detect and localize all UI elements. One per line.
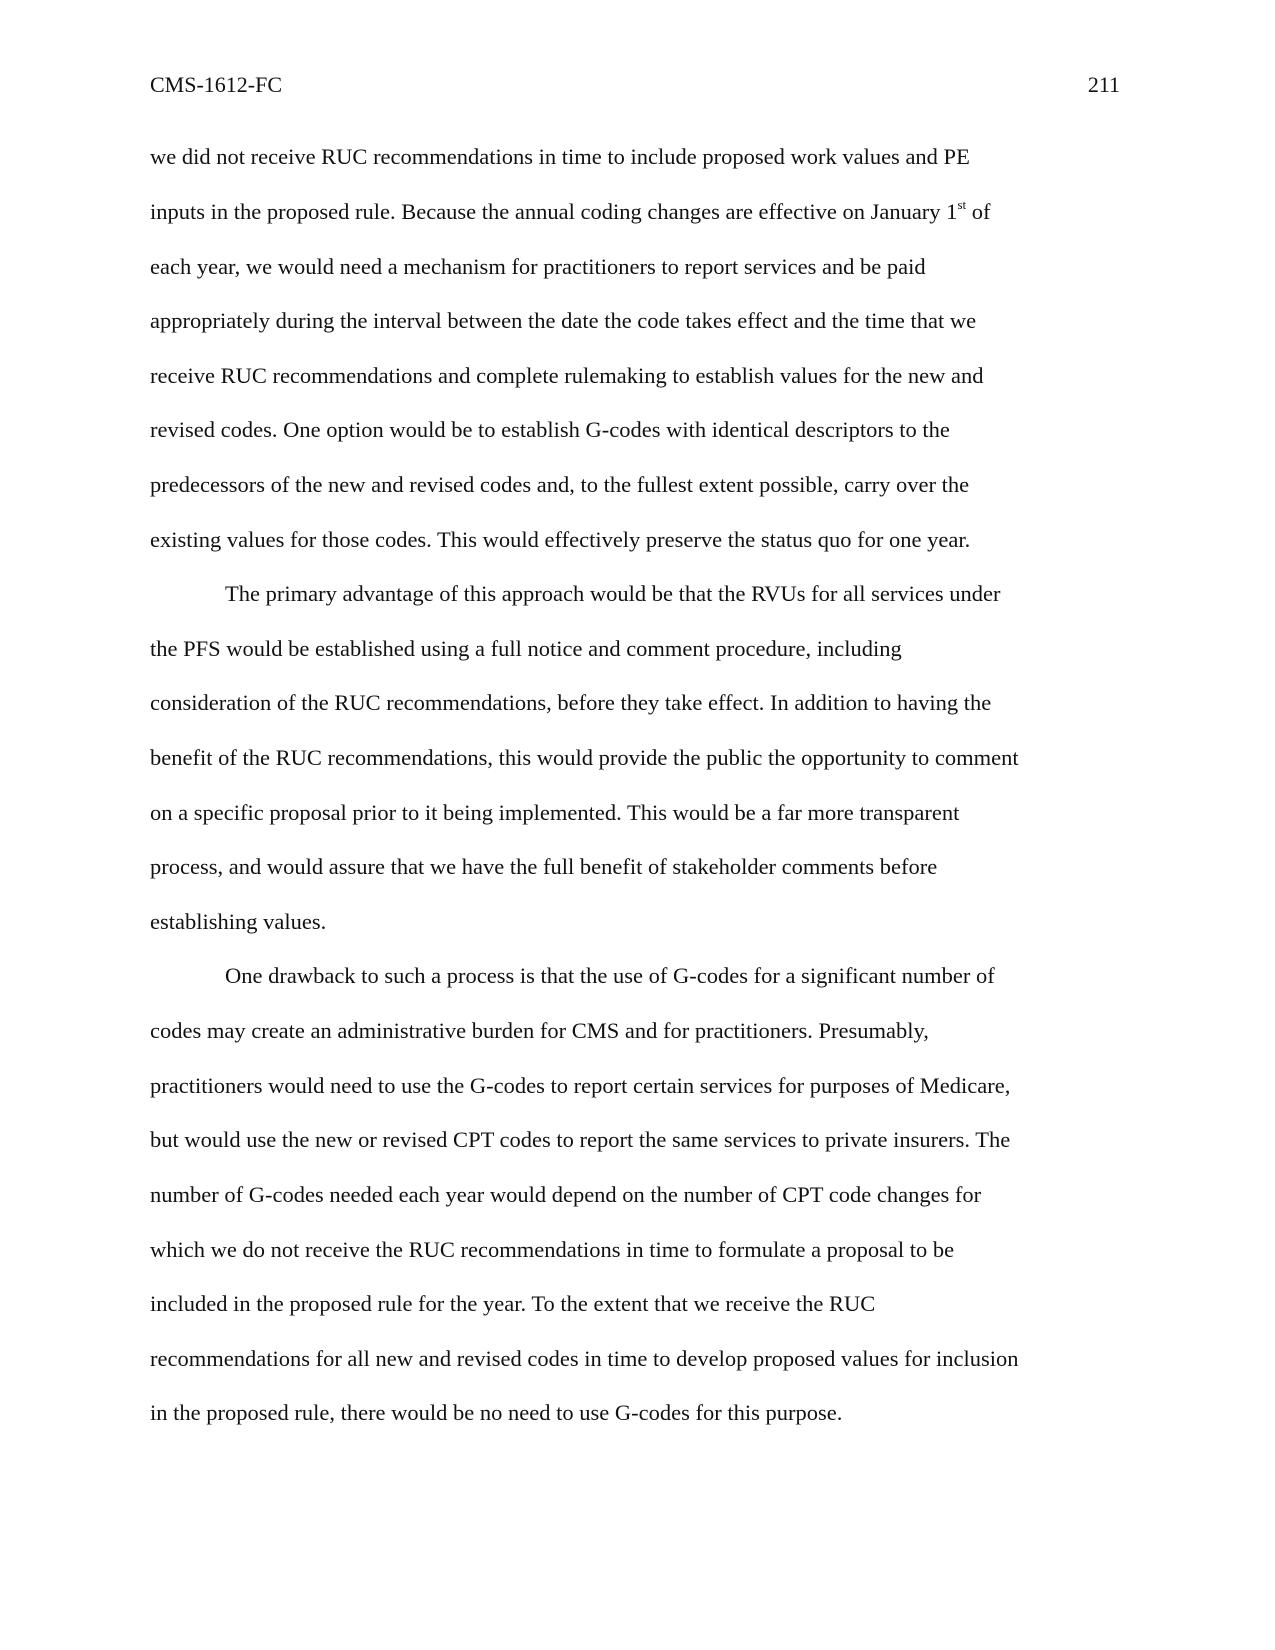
text-line: establishing values.	[150, 909, 327, 934]
text-line: codes may create an administrative burden for CMS and for practitioners. Presumably,	[150, 1018, 929, 1043]
text-line: number of G-codes needed each year would depend on the number of CPT code changes for	[150, 1182, 982, 1207]
superscript: st	[957, 197, 967, 212]
text-line: predecessors of the new and revised codes and, to the fullest extent possible, carry over the	[150, 472, 970, 497]
text-line: recommendations for all new and revised codes in time to develop proposed values for inclusion	[150, 1346, 1019, 1371]
text-line: we did not receive RUC recommendations in time to include proposed work values and PE	[150, 144, 970, 169]
text-line: on a specific proposal prior to it being implemented. This would be a far more transparent	[150, 800, 960, 825]
document-id: CMS-1612-FC	[150, 72, 283, 97]
text-line: receive RUC recommendations and complete rulemaking to establish values for the new and	[150, 363, 984, 388]
text-line: which we do not receive the RUC recommendations in time to formulate a proposal to be	[150, 1237, 955, 1262]
text-line: practitioners would need to use the G-codes to report certain services for purposes of Medicare,	[150, 1073, 1011, 1098]
text-line: revised codes. One option would be to establish G-codes with identical descriptors to the	[150, 417, 950, 442]
page-number: 211	[1087, 72, 1120, 97]
text-line: appropriately during the interval between the date the code takes effect and the time that we	[150, 308, 977, 333]
text-line: consideration of the RUC recommendations, before they take effect. In addition to having the	[150, 690, 992, 715]
text-line: existing values for those codes. This would effectively preserve the status quo for one year.	[150, 527, 971, 552]
text-line: the PFS would be established using a full notice and comment procedure, including	[150, 636, 902, 661]
paragraph-first-line: One drawback to such a process is that the use of G-codes for a significant number of	[225, 963, 995, 988]
text-line: benefit of the RUC recommendations, this would provide the public the opportunity to comment	[150, 745, 1019, 770]
text-line	[150, 197, 991, 224]
text-line: process, and would assure that we have the full benefit of stakeholder comments before	[150, 854, 938, 879]
text-line: each year, we would need a mechanism for practitioners to report services and be paid	[150, 254, 926, 279]
paragraph-first-line: The primary advantage of this approach would be that the RVUs for all services under	[225, 581, 1001, 606]
text-segment: inputs in the proposed rule. Because the annual coding changes are effective on January 1	[150, 199, 958, 224]
text-line: in the proposed rule, there would be no need to use G-codes for this purpose.	[150, 1400, 843, 1425]
text-segment: of	[966, 199, 991, 224]
text-line: but would use the new or revised CPT codes to report the same services to private insurers. The	[150, 1127, 1011, 1152]
text-line: included in the proposed rule for the year. To the extent that we receive the RUC	[150, 1291, 876, 1316]
